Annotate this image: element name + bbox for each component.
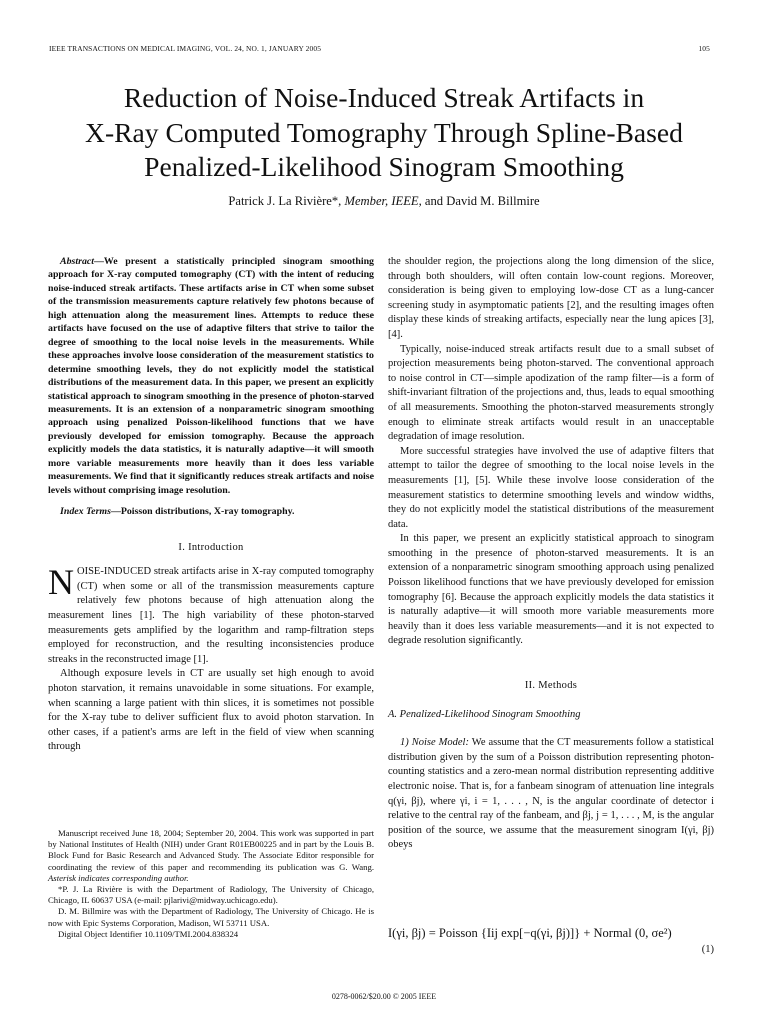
- right-paragraph-1: the shoulder region, the projections along the long dimension of the slice, through both shoulders, will often contain low-count regions. Moreover, consideration is being given to employing low-dose CT as a lung-cancer screening study in asymptomatic patients [2], and the resulting images often display these kinds of streaking artifacts, especially near the lung apices [3], [4].: [388, 256, 714, 340]
- author-rest: and David M. Billmire: [424, 194, 540, 208]
- equation-number: (1): [701, 944, 714, 955]
- title-line-2: X-Ray Computed Tomography Through Spline-Based: [85, 116, 683, 148]
- right-paragraph-4: In this paper, we present an explicitly statistical approach to sinogram smoothing in the presence of photon-starved measurements. It is an extension of a nonparametric sinogram smoothing approach using penalized Poisson likelihood functions that we have previously developed for emission tomography [6]. Because the approach explicitly models the data statistics it is naturally adaptive—it will smooth more variable measurements more heavily than it does less variable measurements—and it is not expected to degrade resolution significantly.: [388, 533, 714, 647]
- abstract-text: —We present a statistically principled sinogram smoothing approach for X-ray computed tomography (CT) with the intent of reducing noise-induced streak artifacts. These artifacts arise in CT when some subset of the transmission measurements capture relatively few photons because of high attenuation along the measurement lines. Attempts to reduce these artifacts have focused on the use of adaptive filters that strive to tailor the degree of smoothing to the local noise levels in the measurements. While these approaches involve loose consideration of the measurement statistics to determine smoothing levels, they do not explicitly model the statistical distributions of the measurement data. In this paper, we present an explicitly statistical approach to sinogram smoothing in the presence of photon-starved measurements. It is an extension of a nonparametric sinogram smoothing approach using penalized Poisson-likelihood functions that we have previously developed for emission tomography. Because the approach explicitly models the data statistics, it is naturally adaptive—it will smooth more variable measurements more heavily than it does less variable measurements. We find that it significantly reduces streak artifacts and noise levels without comprising image resolution.: [48, 256, 374, 496]
- right-paragraph-2: Typically, noise-induced streak artifacts result due to a small subset of projection measurements being photon-starved. The conventional approach to noise control in CT—simple apodization of the ramp filter—is a form of shift-invariant filtration of the projections and, thus, leads to equal smoothing of all measurements. Smoothing the photon-starved measurements strongly enough to eliminate streak artifacts would result in an unacceptable degradation of image resolution.: [388, 343, 714, 443]
- index-terms: [48, 505, 374, 518]
- paper-title: [0, 81, 768, 185]
- noise-model-paragraph: 1) Noise Model: We assume that the CT measurements follow a statistical distribution given by the sum of a Poisson distribution representing photon-counting statistics and a zero-mean normal distribution representing additive electronic noise. That is, for a fanbeam sinogram of attenuation line integrals q(γi, βj), where γi, i = 1, . . . , N, is the angular coordinate of detector i relative to the central ray of the fanbeam, and βj, j = 1, . . . , M, is the angular position of the source, we assume that the measurement sinogram I(γi, βj) obeys: [388, 737, 714, 851]
- title-line-3: Penalized-Likelihood Sinogram Smoothing: [144, 151, 624, 182]
- page-number: 105: [698, 44, 710, 53]
- author-role: Member, IEEE,: [344, 194, 422, 208]
- copyright-footer: 0278-0062/$20.00 © 2005 IEEE: [331, 992, 437, 1001]
- author-first: Patrick J. La Rivière*,: [228, 194, 342, 208]
- author-line: [0, 194, 768, 209]
- footnote-author-2: D. M. Billmire was with the Department of Radiology, The University of Chicago. He is now with Epic Systems Corporation, Madison, WI 53711 USA.: [48, 906, 374, 928]
- drop-cap: N: [48, 562, 74, 603]
- abstract-label: Abstract: [60, 256, 95, 267]
- section-heading-introduction: I. Introduction: [178, 541, 244, 553]
- intro-paragraph-1: NOISE-INDUCED streak artifacts arise in X-ray computed tomography (CT) when some or all of the transmission measurements capture relatively few photons because of high attenuation along the measurement lines [1]. The high variability of these photon-starved measurements gets amplified by the logarithm and ramp-filtration steps employed for reconstruction, and the resulting inconsistencies produce streaks in the reconstructed image [1].: [48, 562, 374, 665]
- footnotes: [48, 828, 374, 940]
- noise-model-heading: 1) Noise Model:: [400, 737, 469, 749]
- index-terms-label: Index Terms: [60, 506, 111, 518]
- section-heading-methods: II. Methods: [524, 680, 578, 692]
- right-paragraph-3: More successful strategies have involved the use of adaptive filters that attempt to tailor the degree of smoothing to the local noise levels in the measurements [1], [5]. While these involve loose consideration of the measurement statistics to determine smoothing levels and window widths, they do not explicitly model the statistical distributions of the measurement data.: [388, 445, 714, 530]
- footnote-manuscript: Manuscript received June 18, 2004; September 20, 2004. This work was supported in part by National Institutes of Health (NIH) under Grant R01EB00225 and in part by the Louis B. Block Fund for Basic Research and Advanced Study. The Associate Editor responsible for coordinating the review of this paper and recommending its publication was G. Wang. Asterisk indicates corresponding author.: [48, 828, 374, 883]
- intro-paragraph-2: Although exposure levels in CT are usually set high enough to avoid photon starvation, it remains unavoidable in some situations. For example, when scanning a large patient with thin slices, it is sometimes not possible for the X-ray tube to deliver sufficient flux to avoid photon starvation. In other cases, if a patient's arms are left in the field of view when scanning through: [48, 668, 374, 753]
- footnote-doi: Digital Object Identifier 10.1109/TMI.2004.838324: [58, 928, 239, 939]
- right-column: [388, 255, 714, 853]
- running-header: IEEE TRANSACTIONS ON MEDICAL IMAGING, VOL. 24, NO. 1, JANUARY 2005: [49, 44, 322, 53]
- equation-1: I(γi, βj) = Poisson {Iij exp[−q(γi, βj)]} + Normal (0, σe²): [388, 926, 672, 940]
- index-terms-text: —Poisson distributions, X-ray tomography.: [110, 506, 295, 518]
- footnote-author-1: *P. J. La Rivière is with the Department of Radiology, The University of Chicago, Chicago, IL 60637 USA (e-mail: pjlarivi@midway.uchicago.edu).: [48, 884, 374, 906]
- left-column: [48, 255, 374, 755]
- title-line-1: Reduction of Noise-Induced Streak Artifacts in: [123, 82, 645, 113]
- abstract: [48, 255, 374, 497]
- subsection-heading: A. Penalized-Likelihood Sinogram Smoothing: [388, 708, 581, 720]
